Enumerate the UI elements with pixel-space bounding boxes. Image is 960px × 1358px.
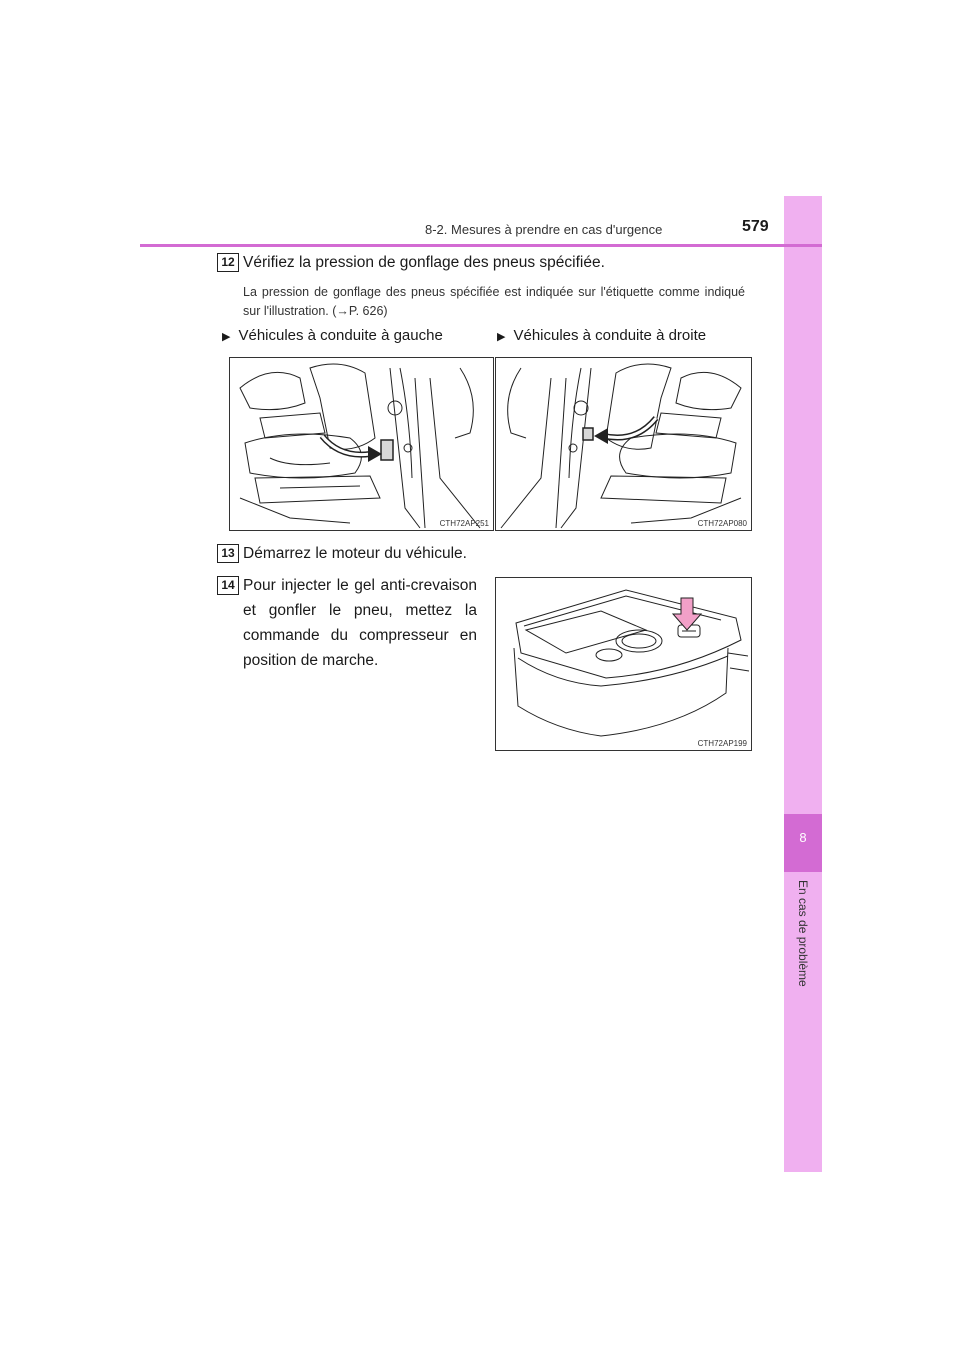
tire-pressure-label [381, 440, 393, 460]
figure-code-compressor: CTH72AP199 [697, 739, 747, 748]
pointer-arrow-icon [594, 428, 608, 444]
chapter-label: En cas de problème [796, 880, 810, 987]
figure-compressor [495, 577, 752, 751]
pointer-arrow-icon [368, 446, 382, 462]
chapter-side-tab [784, 196, 822, 1172]
tire-pressure-label [583, 428, 593, 440]
figure-code-lhd: CTH72AP251 [439, 519, 489, 528]
step-14-badge: 14 [217, 576, 239, 595]
compressor-illustration [496, 578, 751, 750]
section-title: 8-2. Mesures à prendre en cas d'urgence [425, 222, 663, 237]
figure-code-rhd: CTH72AP080 [697, 519, 747, 528]
header-divider [140, 244, 822, 247]
step-12-badge: 12 [217, 253, 239, 272]
page-number: 579 [742, 218, 769, 235]
subhead-lhd: ▶ Véhicules à conduite à gauche [222, 327, 443, 344]
figure-rhd-seat-label [495, 357, 752, 531]
step-12-note: La pression de gonflage des pneus spécifiée est indiquée sur l'étiquette comme indiqué sur l'illustration. (→P. 626) [243, 285, 745, 318]
triangle-bullet-icon: ▶ [497, 331, 506, 343]
triangle-bullet-icon: ▶ [222, 331, 231, 343]
seat-illustration-rhd [496, 358, 751, 530]
step-14-text: Pour injecter le gel anti-crevaison et gonfler le pneu, mettez la commande du compresseur en position de marche. [243, 577, 477, 669]
seat-illustration-lhd [230, 358, 493, 530]
step-12-text: Vérifiez la pression de gonflage des pneus spécifiée. [243, 254, 605, 271]
step-13-text: Démarrez le moteur du véhicule. [243, 545, 467, 562]
chapter-number: 8 [799, 830, 807, 845]
step-13-badge: 13 [217, 544, 239, 563]
figure-lhd-seat-label [229, 357, 494, 531]
subhead-rhd: ▶ Véhicules à conduite à droite [497, 327, 707, 344]
